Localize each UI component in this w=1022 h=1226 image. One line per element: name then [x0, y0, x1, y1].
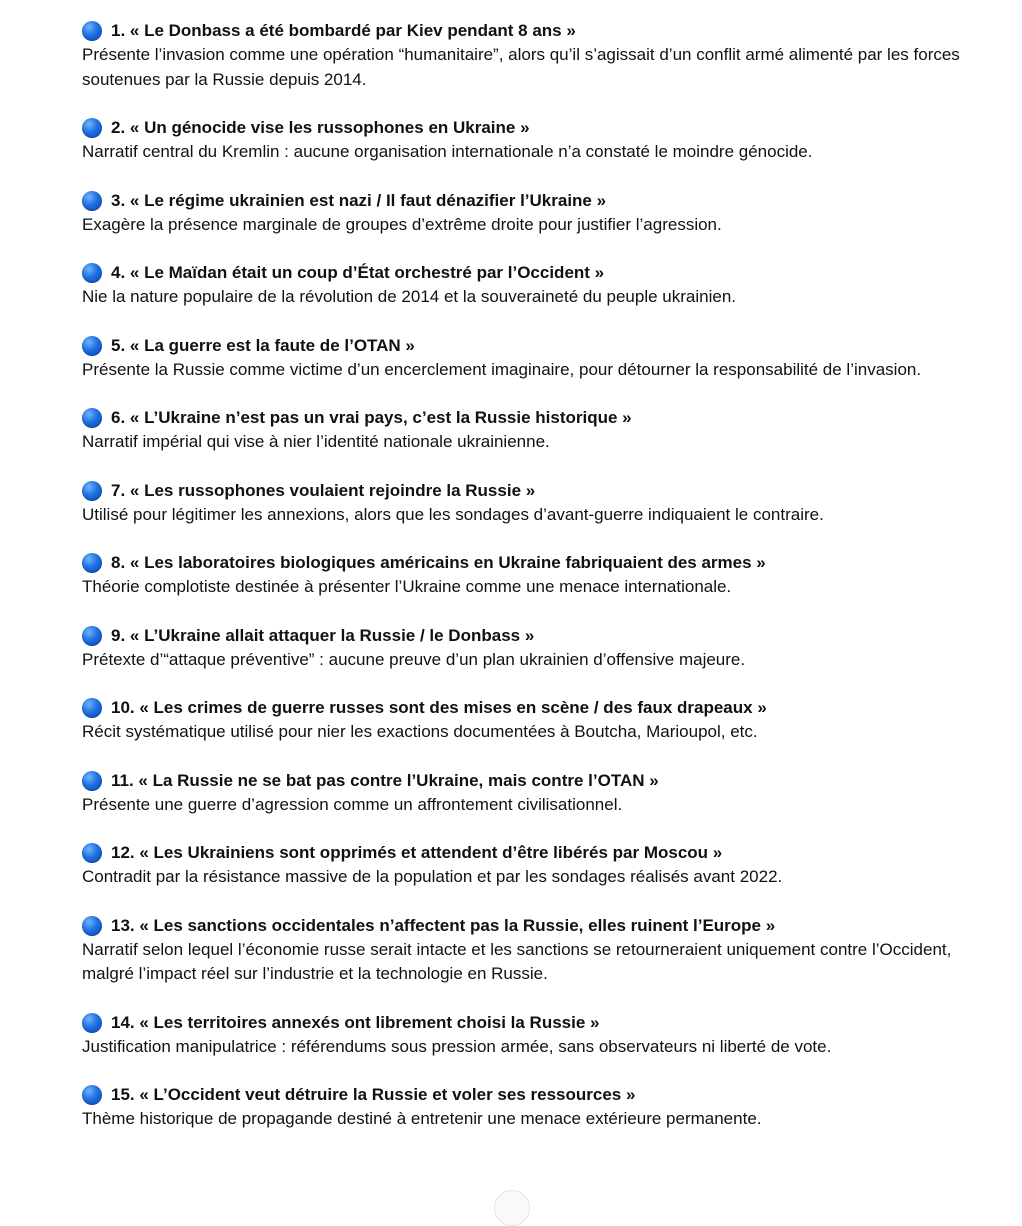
item-description: Récit systématique utilisé pour nier les exactions documentées à Boutcha, Marioupol, etc. — [82, 722, 758, 741]
list-item — [82, 841, 982, 890]
item-title — [82, 696, 982, 720]
list-item — [82, 551, 982, 600]
item-title-text: 9. « L’Ukraine allait attaquer la Russie / le Donbass » — [111, 625, 535, 645]
blue-circle-icon — [82, 626, 102, 646]
list-item — [82, 769, 982, 818]
list-item — [82, 334, 982, 383]
item-description: Exagère la présence marginale de groupes d’extrême droite pour justifier l’agression. — [82, 214, 722, 234]
list-item — [82, 406, 982, 455]
item-title — [82, 1083, 982, 1107]
item-description: Narratif central du Kremlin : aucune organisation internationale n’a constaté le moindre génocide. — [82, 142, 813, 161]
item-title-text: 4. « Le Maïdan était un coup d’État orchestré par l’Occident » — [111, 263, 605, 282]
blue-circle-icon — [82, 1085, 102, 1105]
item-description: Présente la Russie comme victime d’un encerclement imaginaire, pour détourner la responsabilité de l’invasion. — [82, 359, 922, 379]
list-item — [82, 479, 982, 528]
list-item — [82, 624, 982, 673]
list-item — [82, 116, 982, 165]
scroll-handle[interactable] — [494, 1190, 530, 1226]
item-description: Thème historique de propagande destiné à entretenir une menace extérieure permanente. — [82, 1109, 762, 1128]
item-title-text: 13. « Les sanctions occidentales n’affectent pas la Russie, elles ruinent l’Europe » — [111, 915, 776, 935]
list-item — [82, 261, 982, 310]
item-description: Prétexte d’“attaque préventive” : aucune preuve d’un plan ukrainien d’offensive majeure. — [82, 649, 746, 669]
blue-circle-icon — [82, 118, 102, 138]
item-title-text: 15. « L’Occident veut détruire la Russie et voler ses ressources » — [111, 1085, 636, 1104]
item-title-text: 8. « Les laboratoires biologiques américains en Ukraine fabriquaient des armes » — [111, 553, 766, 572]
item-title — [82, 261, 982, 285]
blue-circle-icon — [82, 263, 102, 283]
item-title — [82, 1011, 982, 1035]
item-title-text: 2. « Un génocide vise les russophones en Ukraine » — [111, 118, 530, 137]
item-description: Présente une guerre d’agression comme un affrontement civilisationnel. — [82, 794, 623, 814]
item-description: Contradit par la résistance massive de la population et par les sondages réalisés avant 2022. — [82, 867, 783, 886]
list-item — [82, 914, 982, 987]
list-item — [82, 19, 982, 92]
item-description: Utilisé pour légitimer les annexions, alors que les sondages d’avant-guerre indiquaient le contraire. — [82, 504, 824, 524]
blue-circle-icon — [82, 336, 102, 356]
blue-circle-icon — [82, 408, 102, 428]
item-title — [82, 406, 982, 430]
item-title-text: 10. « Les crimes de guerre russes sont des mises en scène / des faux drapeaux » — [111, 698, 767, 717]
item-title — [82, 334, 982, 358]
item-title — [82, 116, 982, 140]
blue-circle-icon — [82, 1013, 102, 1033]
item-title — [82, 19, 982, 43]
item-description: Nie la nature populaire de la révolution de 2014 et la souveraineté du peuple ukrainien. — [82, 287, 737, 306]
item-description: Justification manipulatrice : référendums sous pression armée, sans observateurs ni liberté de vote. — [82, 1036, 832, 1056]
blue-circle-icon — [82, 191, 102, 211]
item-description: Narratif selon lequel l’économie russe serait intacte et les sanctions se retourneraient uniquement contre l’Occident, malgré l’impact réel sur l’industrie et la technologie en Russie. — [82, 939, 952, 983]
item-title-text: 11. « La Russie ne se bat pas contre l’Ukraine, mais contre l’OTAN » — [111, 770, 659, 790]
item-title — [82, 914, 982, 938]
blue-circle-icon — [82, 771, 102, 791]
item-title-text: 3. « Le régime ukrainien est nazi / Il faut dénazifier l’Ukraine » — [111, 190, 607, 210]
blue-circle-icon — [82, 843, 102, 863]
blue-circle-icon — [82, 481, 102, 501]
item-title — [82, 841, 982, 865]
narratives-list — [82, 19, 982, 1156]
blue-circle-icon — [82, 553, 102, 573]
item-description: Présente l’invasion comme une opération “humanitaire”, alors qu’il s’agissait d’un conflit armé alimenté par les forces soutenues par la Russie depuis 2014. — [82, 45, 960, 89]
list-item — [82, 696, 982, 745]
item-title-text: 12. « Les Ukrainiens sont opprimés et attendent d’être libérés par Moscou » — [111, 843, 723, 862]
item-title-text: 5. « La guerre est la faute de l’OTAN » — [111, 335, 415, 355]
item-description: Narratif impérial qui vise à nier l’identité nationale ukrainienne. — [82, 432, 550, 451]
item-title — [82, 189, 982, 213]
item-title-text: 6. « L’Ukraine n’est pas un vrai pays, c’est la Russie historique » — [111, 408, 632, 427]
blue-circle-icon — [82, 21, 102, 41]
item-title-text: 7. « Les russophones voulaient rejoindre la Russie » — [111, 480, 536, 500]
blue-circle-icon — [82, 916, 102, 936]
item-title — [82, 479, 982, 503]
item-title-text: 1. « Le Donbass a été bombardé par Kiev pendant 8 ans » — [111, 21, 576, 40]
list-item — [82, 189, 982, 238]
item-title — [82, 551, 982, 575]
item-description: Théorie complotiste destinée à présenter l’Ukraine comme une menace internationale. — [82, 577, 732, 596]
list-item — [82, 1083, 982, 1132]
item-title — [82, 624, 982, 648]
item-title — [82, 769, 982, 793]
list-item — [82, 1011, 982, 1060]
item-title-text: 14. « Les territoires annexés ont librement choisi la Russie » — [111, 1012, 600, 1032]
blue-circle-icon — [82, 698, 102, 718]
